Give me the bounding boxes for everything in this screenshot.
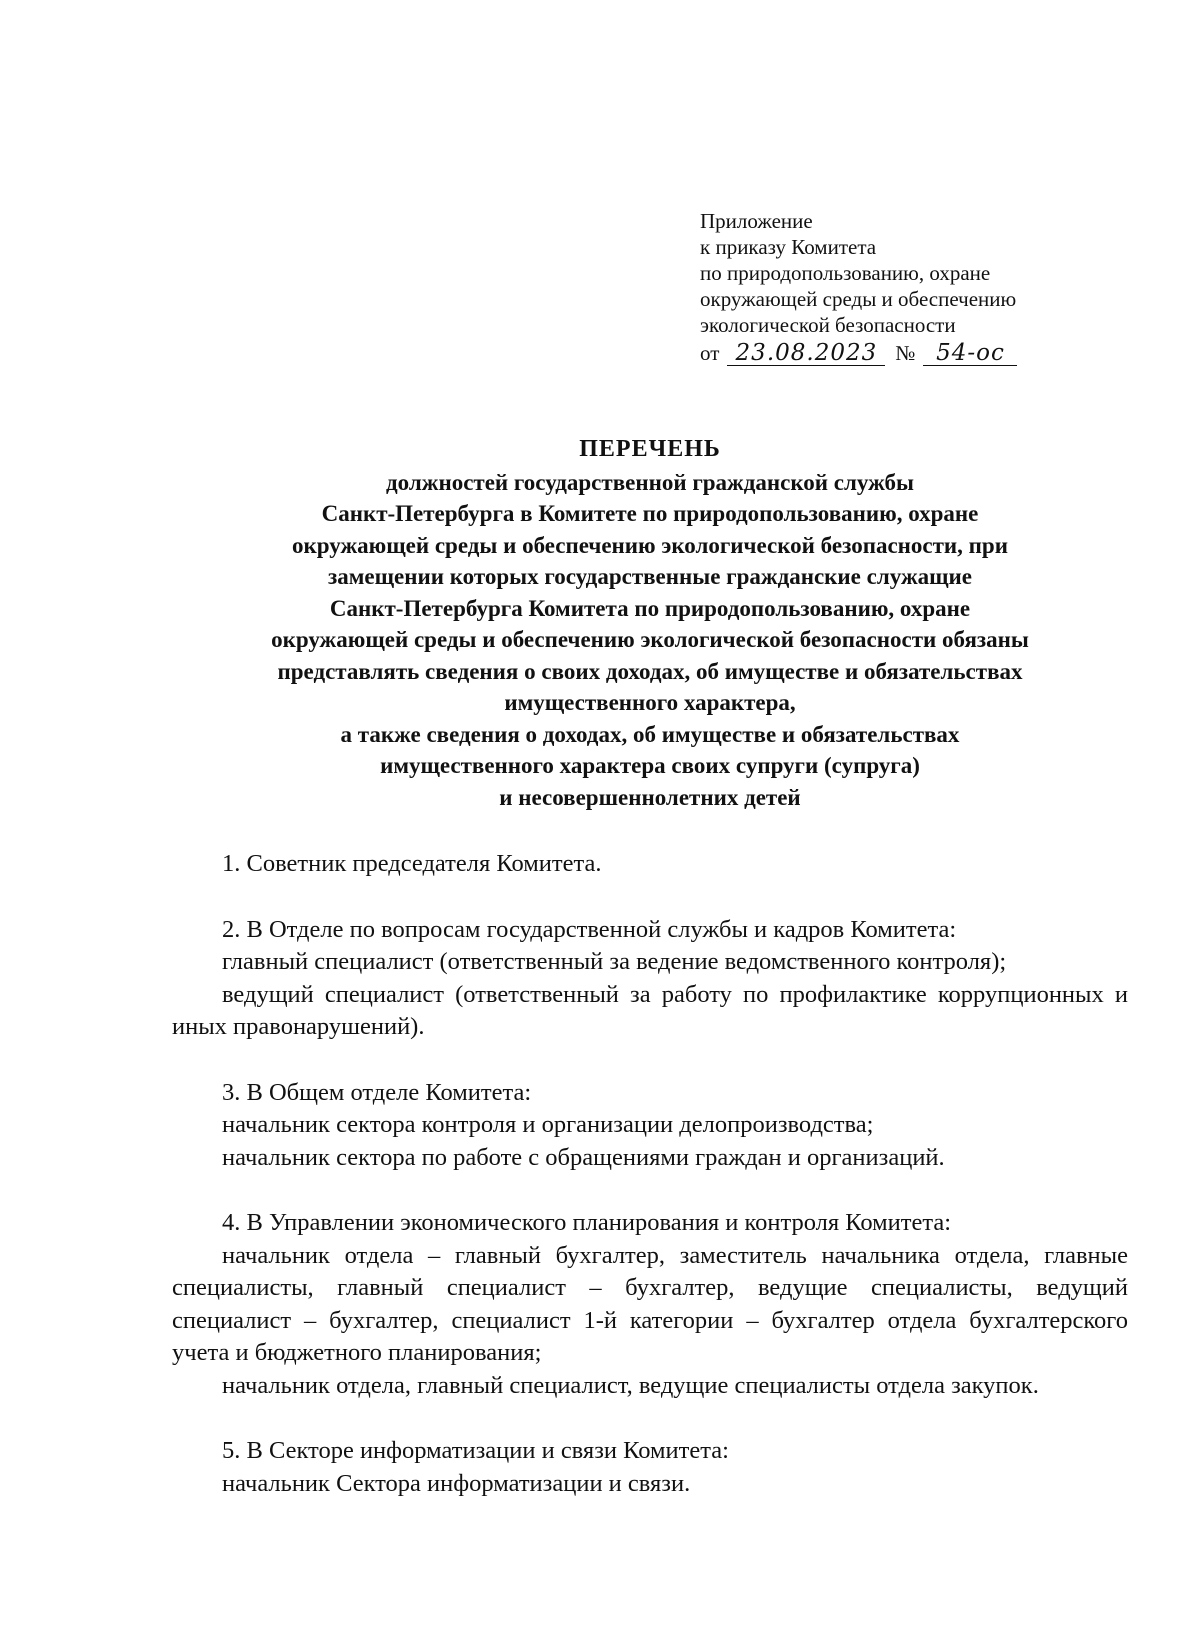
list-item-4: [172, 1207, 1128, 1402]
appendix-line: окружающей среды и обеспечению: [700, 287, 1017, 311]
title-line: имущественного характера своих супруги (супруга): [380, 753, 920, 778]
paragraph: начальник Сектора информатизации и связи.: [222, 1469, 691, 1497]
document-heading: ПЕРЕЧЕНЬ: [579, 436, 721, 462]
number-sign: №: [895, 341, 916, 365]
appendix-block: [700, 208, 1120, 366]
list-item-2: [172, 914, 1128, 1044]
order-date-handwritten: 23.08.2023: [727, 341, 885, 366]
list-item-1: [172, 848, 1128, 881]
paragraph: начальник отдела – главный бухгалтер, заместитель начальника отдела, главные специалисты, главный специалист – бухгалтер, ведущие специалисты, ведущий специалист – бухгалтер, специалист 1-й категории – бухгалтер отдела бухгалтерского учета и бюджетного планирования;: [172, 1241, 1128, 1366]
title-line: и несовершеннолетних детей: [499, 784, 801, 810]
list-item-5: [172, 1435, 1128, 1500]
paragraph: 5. В Секторе информатизации и связи Комитета:: [222, 1437, 729, 1464]
appendix-line: Приложение: [700, 209, 813, 233]
order-reference: [700, 340, 1120, 366]
paragraph: 2. В Отделе по вопросам государственной службы и кадров Комитета:: [222, 915, 957, 943]
appendix-line: экологической безопасности: [700, 313, 956, 337]
document-title-block: [170, 434, 1130, 813]
paragraph: 1. Советник председателя Комитета.: [222, 850, 602, 877]
title-line: должностей государственной гражданской службы: [386, 469, 914, 495]
title-line: Санкт-Петербурга в Комитете по природопользованию, охране: [321, 501, 979, 526]
appendix-line: к приказу Комитета: [700, 235, 877, 259]
title-line: представлять сведения о своих доходах, об имуществе и обязательствах: [277, 658, 1023, 684]
paragraph: главный специалист (ответственный за ведение ведомственного контроля);: [222, 948, 1007, 975]
paragraph: начальник сектора контроля и организации делопроизводства;: [222, 1111, 874, 1138]
title-line: окружающей среды и обеспечению экологической безопасности, при: [292, 532, 1008, 558]
paragraph: ведущий специалист (ответственный за работу по профилактике коррупционных и иных правонарушений).: [172, 980, 1128, 1040]
order-number-handwritten: 54-ос: [923, 341, 1017, 366]
paragraph: 3. В Общем отделе Комитета:: [222, 1078, 532, 1106]
order-prefix: от: [700, 341, 720, 365]
title-line: замещении которых государственные гражданские служащие: [327, 564, 973, 589]
title-line: окружающей среды и обеспечению экологической безопасности обязаны: [271, 627, 1029, 652]
title-line: а также сведения о доходах, об имуществе и обязательствах: [340, 721, 960, 747]
paragraph: 4. В Управлении экономического планирования и контроля Комитета:: [222, 1209, 952, 1236]
document-body: [172, 848, 1128, 1533]
list-item-3: [172, 1077, 1128, 1175]
paragraph: начальник отдела, главный специалист, ведущие специалисты отдела закупок.: [222, 1371, 1039, 1399]
title-line: Санкт-Петербурга Комитета по природопользованию, охране: [329, 595, 971, 621]
title-line: имущественного характера,: [504, 690, 796, 715]
paragraph: начальник сектора по работе с обращениями граждан и организаций.: [222, 1143, 945, 1171]
appendix-line: по природопользованию, охране: [700, 261, 991, 285]
